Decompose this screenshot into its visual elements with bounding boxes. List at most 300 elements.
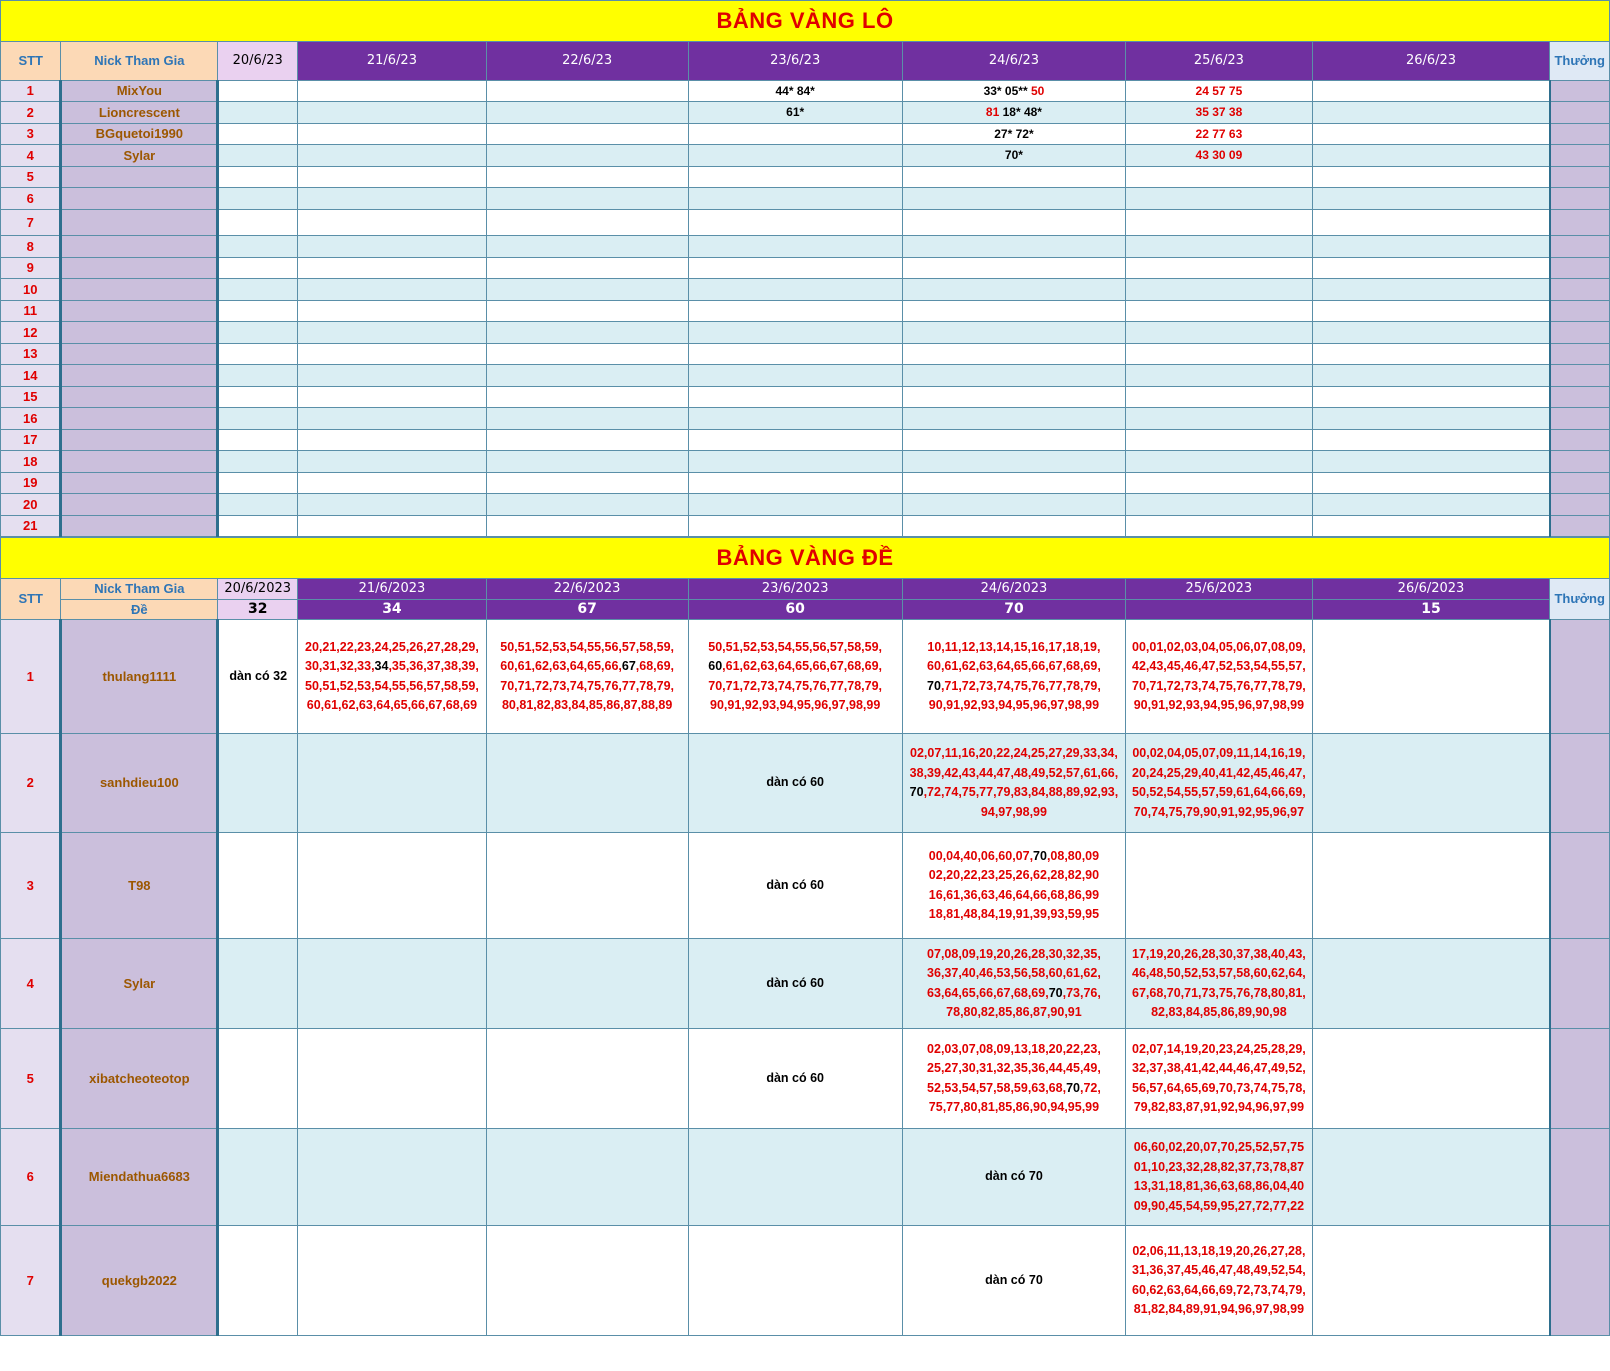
pick-cell[interactable] (1126, 81, 1313, 102)
pick-cell[interactable] (1126, 494, 1313, 516)
de-header-date: 20/6/2023 (218, 579, 298, 600)
pick-cell[interactable] (218, 833, 298, 939)
participant-nick[interactable]: quekgb2022 (61, 1226, 218, 1336)
de-table-row (1, 1129, 1610, 1226)
row-number: 8 (1, 236, 61, 258)
participant-nick[interactable]: Sylar (61, 939, 218, 1029)
pick-cell[interactable] (688, 430, 902, 451)
pick-cell[interactable] (486, 301, 688, 322)
participant-nick[interactable] (61, 301, 218, 322)
pick-cell[interactable] (1126, 167, 1313, 188)
pick-cell[interactable] (1126, 430, 1313, 451)
pick-cell[interactable] (218, 1129, 298, 1226)
pick-cell[interactable] (298, 102, 487, 124)
pick-cell[interactable] (486, 430, 688, 451)
participant-nick[interactable] (61, 188, 218, 210)
pick-cell[interactable] (298, 473, 487, 494)
pick-cell[interactable] (1312, 408, 1550, 430)
pick-numbers: 44* 84* (775, 83, 815, 98)
pick-cell[interactable] (486, 236, 688, 258)
pick-cell[interactable] (218, 102, 298, 124)
row-number: 21 (1, 516, 61, 537)
pick-numbers: 00,04,40,06,60,07, (928, 848, 1034, 863)
pick-cell[interactable] (688, 301, 902, 322)
pick-cell[interactable] (1312, 102, 1550, 124)
pick-cell[interactable] (486, 516, 688, 537)
de-result-row (1, 600, 1610, 620)
thuong-cell[interactable] (1550, 516, 1610, 537)
pick-cell[interactable] (688, 833, 902, 939)
pick-cell[interactable] (218, 1029, 298, 1129)
pick-cell[interactable] (1126, 734, 1313, 833)
thuong-cell[interactable] (1550, 124, 1610, 145)
pick-cell[interactable] (1312, 516, 1550, 537)
lo-header-date: 26/6/23 (1312, 42, 1550, 81)
pick-cell[interactable] (1126, 258, 1313, 279)
lo-table-row (1, 451, 1610, 473)
pick-cell[interactable] (902, 494, 1125, 516)
pick-cell[interactable] (902, 1129, 1125, 1226)
pick-cell[interactable] (1126, 102, 1313, 124)
pick-cell[interactable] (218, 494, 298, 516)
pick-cell[interactable] (1312, 167, 1550, 188)
pick-numbers: 00,01,02,03,04,05,06,07,08,09, 42,43,45,46,47,52,53,54,55,57, 70,71,72,73,74,75,76,77,78,79, 90,91,92,93,94,95,96,97,98,99 (1132, 639, 1306, 712)
pick-cell[interactable] (902, 145, 1125, 167)
pick-cell[interactable] (298, 167, 487, 188)
pick-cell[interactable] (1312, 145, 1550, 167)
de-header-date: 23/6/2023 (688, 579, 902, 600)
pick-cell[interactable] (1126, 210, 1313, 236)
row-number: 5 (1, 167, 61, 188)
pick-cell[interactable] (1312, 344, 1550, 365)
pick-numbers: dàn có 60 (766, 1070, 824, 1085)
pick-cell[interactable] (688, 451, 902, 473)
bang-vang-de-table (0, 537, 1610, 1336)
pick-cell[interactable] (1126, 620, 1313, 734)
participant-nick[interactable] (61, 167, 218, 188)
pick-cell[interactable] (688, 939, 902, 1029)
row-number: 3 (1, 124, 61, 145)
pick-cell[interactable] (902, 188, 1125, 210)
pick-cell[interactable] (486, 124, 688, 145)
pick-cell[interactable] (298, 322, 487, 344)
thuong-cell[interactable] (1550, 451, 1610, 473)
de-header-date: 24/6/2023 (902, 579, 1125, 600)
pick-cell[interactable] (218, 210, 298, 236)
pick-cell[interactable] (1312, 258, 1550, 279)
participant-nick[interactable]: sanhdieu100 (61, 734, 218, 833)
pick-cell[interactable] (688, 145, 902, 167)
pick-cell[interactable] (218, 408, 298, 430)
pick-cell[interactable] (1312, 620, 1550, 734)
pick-cell[interactable] (688, 365, 902, 387)
pick-cell[interactable] (1126, 124, 1313, 145)
pick-cell[interactable] (218, 387, 298, 408)
pick-cell[interactable] (902, 81, 1125, 102)
thuong-cell[interactable] (1550, 322, 1610, 344)
pick-cell[interactable] (902, 124, 1125, 145)
pick-cell[interactable] (218, 236, 298, 258)
pick-cell[interactable] (1312, 301, 1550, 322)
pick-cell[interactable] (902, 279, 1125, 301)
pick-cell[interactable] (688, 322, 902, 344)
pick-cell[interactable] (902, 322, 1125, 344)
pick-cell[interactable] (688, 408, 902, 430)
pick-cell[interactable] (298, 494, 487, 516)
pick-cell[interactable] (298, 258, 487, 279)
pick-cell[interactable] (688, 516, 902, 537)
pick-cell[interactable] (298, 301, 487, 322)
pick-cell[interactable] (902, 516, 1125, 537)
pick-cell[interactable] (218, 124, 298, 145)
pick-cell[interactable] (486, 365, 688, 387)
pick-cell[interactable] (902, 301, 1125, 322)
participant-nick[interactable]: Lioncrescent (61, 102, 218, 124)
pick-cell[interactable] (486, 620, 688, 734)
pick-cell[interactable] (298, 734, 487, 833)
pick-cell[interactable] (218, 516, 298, 537)
pick-cell[interactable] (1126, 408, 1313, 430)
pick-cell[interactable] (218, 734, 298, 833)
thuong-cell[interactable] (1550, 1129, 1610, 1226)
pick-cell[interactable] (688, 734, 902, 833)
de-header-row (1, 579, 1610, 600)
participant-nick[interactable] (61, 516, 218, 537)
participant-nick[interactable]: xibatcheoteotop (61, 1029, 218, 1129)
pick-cell[interactable] (902, 451, 1125, 473)
pick-cell[interactable] (218, 167, 298, 188)
pick-numbers: 24 57 75 (1195, 83, 1243, 98)
de-result: 15 (1312, 600, 1550, 620)
pick-cell[interactable] (1126, 279, 1313, 301)
pick-numbers: 02,07,14,19,20,23,24,25,28,29, 32,37,38,41,42,44,46,47,49,52, 56,57,64,65,69,70,73,74,75,78, 79,82,83,87,91,92,94,96,97,99 (1132, 1041, 1306, 1114)
pick-cell[interactable] (298, 145, 487, 167)
pick-cell[interactable] (688, 620, 902, 734)
participant-nick[interactable] (61, 322, 218, 344)
pick-cell[interactable] (1126, 387, 1313, 408)
pick-cell[interactable] (486, 1029, 688, 1129)
pick-cell[interactable] (218, 145, 298, 167)
pick-cell[interactable] (298, 451, 487, 473)
participant-nick[interactable]: Sylar (61, 145, 218, 167)
de-table-row (1, 734, 1610, 833)
participant-nick[interactable]: BGquetoi1990 (61, 124, 218, 145)
row-number: 18 (1, 451, 61, 473)
pick-cell[interactable] (486, 1129, 688, 1226)
pick-cell[interactable] (1312, 188, 1550, 210)
pick-cell[interactable] (688, 102, 902, 124)
pick-cell[interactable] (298, 516, 487, 537)
pick-cell[interactable] (1126, 236, 1313, 258)
pick-cell[interactable] (298, 939, 487, 1029)
thuong-cell[interactable] (1550, 430, 1610, 451)
de-table-row (1, 1226, 1610, 1336)
pick-cell[interactable] (298, 1226, 487, 1336)
pick-cell[interactable] (1312, 124, 1550, 145)
pick-cell[interactable] (298, 365, 487, 387)
pick-cell[interactable] (902, 236, 1125, 258)
row-number: 16 (1, 408, 61, 430)
pick-cell[interactable] (902, 408, 1125, 430)
pick-cell[interactable] (1126, 1029, 1313, 1129)
pick-numbers: ,71,72,73,74,75,76,77,78,79, 90,91,92,93,94,95,96,97,98,99 (928, 678, 1101, 712)
pick-cell[interactable] (1126, 451, 1313, 473)
pick-cell[interactable] (1312, 833, 1550, 939)
pick-cell[interactable] (1312, 939, 1550, 1029)
pick-cell[interactable] (486, 833, 688, 939)
pick-cell[interactable] (486, 939, 688, 1029)
pick-numbers: 61* (786, 105, 805, 120)
pick-cell[interactable] (298, 236, 487, 258)
pick-cell[interactable] (298, 430, 487, 451)
pick-cell[interactable] (1312, 365, 1550, 387)
pick-cell[interactable] (688, 387, 902, 408)
participant-nick[interactable] (61, 473, 218, 494)
pick-cell[interactable] (902, 365, 1125, 387)
thuong-cell[interactable] (1550, 167, 1610, 188)
pick-cell[interactable] (1312, 473, 1550, 494)
participant-nick[interactable]: MixYou (61, 81, 218, 102)
pick-cell[interactable] (486, 188, 688, 210)
pick-numbers: 33* 05** (983, 83, 1031, 98)
pick-cell[interactable] (218, 473, 298, 494)
lo-table-row (1, 344, 1610, 365)
pick-cell[interactable] (486, 387, 688, 408)
lo-table-row (1, 236, 1610, 258)
pick-cell[interactable] (218, 258, 298, 279)
thuong-cell[interactable] (1550, 494, 1610, 516)
pick-cell[interactable] (902, 210, 1125, 236)
pick-cell[interactable] (902, 1029, 1125, 1129)
pick-cell[interactable] (1126, 301, 1313, 322)
de-result: 32 (218, 600, 298, 620)
pick-cell[interactable] (298, 620, 487, 734)
pick-cell[interactable] (902, 939, 1125, 1029)
pick-cell[interactable] (1312, 81, 1550, 102)
thuong-cell[interactable] (1550, 833, 1610, 939)
pick-cell[interactable] (902, 734, 1125, 833)
pick-cell[interactable] (298, 81, 487, 102)
thuong-cell[interactable] (1550, 102, 1610, 124)
row-number: 2 (1, 734, 61, 833)
pick-cell[interactable] (688, 1129, 902, 1226)
pick-cell[interactable] (688, 279, 902, 301)
pick-cell[interactable] (298, 387, 487, 408)
participant-nick[interactable] (61, 258, 218, 279)
pick-cell[interactable] (902, 473, 1125, 494)
pick-cell[interactable] (902, 833, 1125, 939)
pick-cell[interactable] (1312, 322, 1550, 344)
thuong-cell[interactable] (1550, 365, 1610, 387)
pick-numbers: ,08,80,09 02,20,22,23,25,26,62,28,82,90 16,61,36,63,46,64,66,68,86,99 18,81,48,84,19,91,39,93,59,95 (928, 848, 1100, 921)
pick-cell[interactable] (298, 210, 487, 236)
pick-cell[interactable] (1312, 451, 1550, 473)
pick-cell[interactable] (218, 301, 298, 322)
pick-cell[interactable] (1312, 210, 1550, 236)
pick-cell[interactable] (688, 124, 902, 145)
pick-numbers: 70 (909, 785, 924, 799)
pick-cell[interactable] (1312, 1029, 1550, 1129)
pick-cell[interactable] (1312, 279, 1550, 301)
pick-cell[interactable] (1126, 145, 1313, 167)
participant-nick[interactable]: Miendathua6683 (61, 1129, 218, 1226)
pick-cell[interactable] (688, 258, 902, 279)
participant-nick[interactable] (61, 279, 218, 301)
pick-cell[interactable] (688, 167, 902, 188)
pick-cell[interactable] (298, 344, 487, 365)
thuong-cell[interactable] (1550, 408, 1610, 430)
pick-cell[interactable] (1312, 1226, 1550, 1336)
pick-numbers: ,35,36,37,38,39, 50,51,52,53,54,55,56,57,58,59, 60,61,62,63,64,65,66,67,68,69 (305, 659, 479, 712)
participant-nick[interactable]: thulang1111 (61, 620, 218, 734)
participant-nick[interactable] (61, 430, 218, 451)
pick-cell[interactable] (688, 1029, 902, 1129)
participant-nick[interactable] (61, 365, 218, 387)
lo-table-row (1, 124, 1610, 145)
pick-cell[interactable] (1126, 365, 1313, 387)
lo-header-stt: STT (1, 42, 61, 81)
pick-cell[interactable] (1312, 236, 1550, 258)
pick-numbers: 02,06,11,13,18,19,20,26,27,28, 31,36,37,45,46,47,48,49,52,54, 60,62,63,64,66,69,72,73,74,79, 81,82,84,89,91,94,96,97,98,99 (1132, 1243, 1306, 1316)
bang-vang-lo-table (0, 0, 1610, 537)
pick-cell[interactable] (1312, 430, 1550, 451)
pick-cell[interactable] (1126, 939, 1313, 1029)
pick-cell[interactable] (688, 210, 902, 236)
pick-cell[interactable] (486, 210, 688, 236)
pick-cell[interactable] (688, 81, 902, 102)
pick-cell[interactable] (486, 734, 688, 833)
pick-cell[interactable] (298, 124, 487, 145)
pick-cell[interactable] (688, 494, 902, 516)
pick-cell[interactable] (688, 344, 902, 365)
thuong-cell[interactable] (1550, 1226, 1610, 1336)
participant-nick[interactable] (61, 236, 218, 258)
pick-cell[interactable] (902, 344, 1125, 365)
pick-cell[interactable] (1126, 1226, 1313, 1336)
pick-cell[interactable] (486, 81, 688, 102)
pick-cell[interactable] (688, 473, 902, 494)
pick-cell[interactable] (1126, 1129, 1313, 1226)
thuong-cell[interactable] (1550, 734, 1610, 833)
lo-header-thuong: Thưởng (1550, 42, 1610, 81)
thuong-cell[interactable] (1550, 620, 1610, 734)
participant-nick[interactable] (61, 210, 218, 236)
pick-cell[interactable] (486, 473, 688, 494)
pick-cell[interactable] (298, 1029, 487, 1129)
pick-cell[interactable] (1312, 387, 1550, 408)
pick-cell[interactable] (486, 145, 688, 167)
pick-cell[interactable] (218, 451, 298, 473)
pick-cell[interactable] (486, 451, 688, 473)
pick-cell[interactable] (1312, 494, 1550, 516)
pick-numbers: ,61,62,63,64,65,66,67,68,69, 70,71,72,73,74,75,76,77,78,79, 90,91,92,93,94,95,96,97,98,99 (708, 659, 883, 712)
pick-cell[interactable] (902, 430, 1125, 451)
participant-nick[interactable] (61, 451, 218, 473)
pick-cell[interactable] (218, 939, 298, 1029)
pick-cell[interactable] (298, 833, 487, 939)
participant-nick[interactable]: T98 (61, 833, 218, 939)
thuong-cell[interactable] (1550, 81, 1610, 102)
pick-cell[interactable] (688, 236, 902, 258)
lo-header-date: 23/6/23 (688, 42, 902, 81)
pick-cell[interactable] (1126, 188, 1313, 210)
pick-cell[interactable] (486, 494, 688, 516)
thuong-cell[interactable] (1550, 258, 1610, 279)
pick-cell[interactable] (218, 344, 298, 365)
thuong-cell[interactable] (1550, 145, 1610, 167)
pick-cell[interactable] (218, 81, 298, 102)
pick-cell[interactable] (1312, 1129, 1550, 1226)
thuong-cell[interactable] (1550, 188, 1610, 210)
pick-cell[interactable] (688, 1226, 902, 1336)
thuong-cell[interactable] (1550, 344, 1610, 365)
participant-nick[interactable] (61, 494, 218, 516)
thuong-cell[interactable] (1550, 939, 1610, 1029)
pick-numbers: 70 (1033, 848, 1047, 863)
pick-cell[interactable] (1126, 322, 1313, 344)
pick-numbers: 02,03,07,08,09,13,18,20,22,23, 25,27,30,31,32,35,36,44,45,49, 52,53,54,57,58,59,63,68, (927, 1041, 1101, 1095)
pick-cell[interactable] (486, 102, 688, 124)
pick-cell[interactable] (902, 1226, 1125, 1336)
pick-cell[interactable] (298, 188, 487, 210)
pick-cell[interactable] (298, 408, 487, 430)
pick-cell[interactable] (1312, 734, 1550, 833)
pick-cell[interactable] (902, 387, 1125, 408)
row-number: 9 (1, 258, 61, 279)
pick-cell[interactable] (486, 1226, 688, 1336)
pick-cell[interactable] (218, 365, 298, 387)
pick-cell[interactable] (218, 322, 298, 344)
pick-cell[interactable] (218, 279, 298, 301)
lo-header-row (1, 42, 1610, 81)
pick-numbers: 50,51,52,53,54,55,56,57,58,59, (708, 639, 883, 654)
thuong-cell[interactable] (1550, 1029, 1610, 1129)
pick-cell[interactable] (298, 279, 487, 301)
pick-cell[interactable] (486, 322, 688, 344)
pick-cell[interactable] (218, 188, 298, 210)
pick-cell[interactable] (1126, 516, 1313, 537)
participant-nick[interactable] (61, 408, 218, 430)
pick-cell[interactable] (688, 188, 902, 210)
pick-cell[interactable] (218, 430, 298, 451)
pick-cell[interactable] (218, 1226, 298, 1336)
thuong-cell[interactable] (1550, 387, 1610, 408)
pick-cell[interactable] (902, 620, 1125, 734)
thuong-cell[interactable] (1550, 473, 1610, 494)
pick-cell[interactable] (486, 167, 688, 188)
pick-cell[interactable] (218, 620, 298, 734)
participant-nick[interactable] (61, 387, 218, 408)
pick-cell[interactable] (1126, 344, 1313, 365)
row-number: 3 (1, 833, 61, 939)
thuong-cell[interactable] (1550, 210, 1610, 236)
participant-nick[interactable] (61, 344, 218, 365)
pick-cell[interactable] (486, 279, 688, 301)
pick-cell[interactable] (902, 258, 1125, 279)
pick-cell[interactable] (1126, 473, 1313, 494)
thuong-cell[interactable] (1550, 236, 1610, 258)
thuong-cell[interactable] (1550, 279, 1610, 301)
pick-cell[interactable] (298, 1129, 487, 1226)
pick-cell[interactable] (1126, 833, 1313, 939)
thuong-cell[interactable] (1550, 301, 1610, 322)
pick-cell[interactable] (486, 258, 688, 279)
pick-cell[interactable] (486, 408, 688, 430)
pick-cell[interactable] (902, 167, 1125, 188)
lo-table-row (1, 210, 1610, 236)
pick-cell[interactable] (486, 344, 688, 365)
pick-cell[interactable] (902, 102, 1125, 124)
